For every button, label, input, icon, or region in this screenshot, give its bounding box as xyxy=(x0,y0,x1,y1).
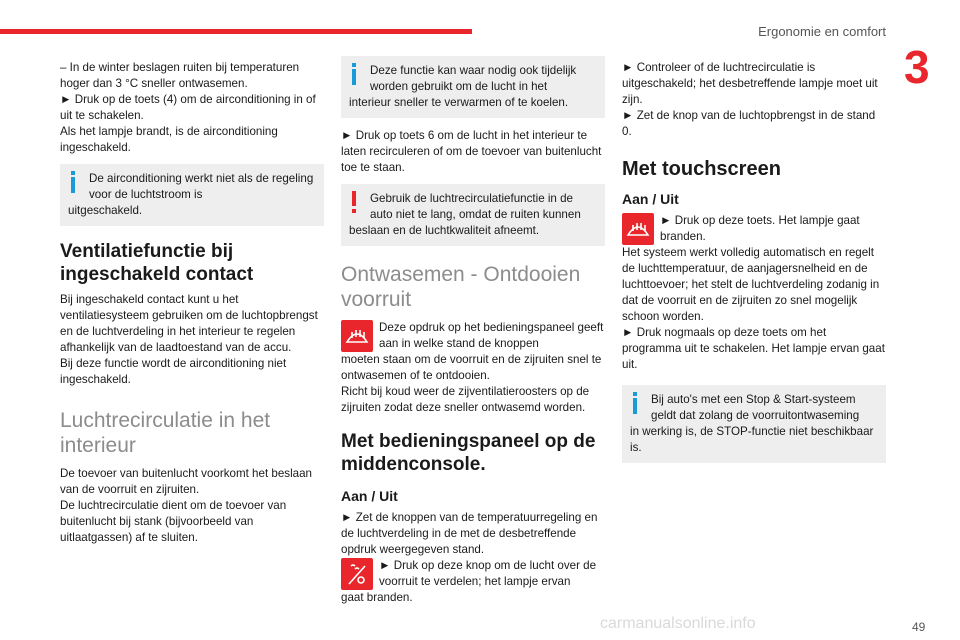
column-3 xyxy=(622,60,886,473)
note-text: uitgeschakeld. xyxy=(68,204,143,217)
heading: Ontwasemen - Ontdooien voorruit xyxy=(341,263,581,311)
info-icon xyxy=(630,392,640,414)
note-text: interieur sneller te verwarmen of te koelen. xyxy=(349,96,569,109)
info-note xyxy=(341,56,605,118)
paragraph: Richt bij koud weer de zijventilatieroosters op de zijruiten zodat deze sneller ontwasemd worden. xyxy=(341,385,590,414)
paragraph: ► Controleer of de luchtrecirculatie is uitgeschakeld; het desbetreffende lampje moet uit zijn. xyxy=(622,61,878,106)
info-icon xyxy=(349,63,359,85)
note-text: beslaan en de luchtkwaliteit afneemt. xyxy=(349,224,540,237)
paragraph: ► Druk op deze knop om de lucht over de voorruit te verdelen; het lampje ervan xyxy=(379,559,597,588)
touch-block xyxy=(622,213,886,245)
subheading: Aan / Uit xyxy=(341,488,398,504)
paragraph: De toevoer van buitenlucht voorkomt het beslaan van de voorruit en zijruiten. xyxy=(60,467,312,496)
section-title: Ergonomie en comfort xyxy=(758,24,886,39)
defrost-block xyxy=(341,320,605,384)
paragraph: – In de winter beslagen ruiten bij temperaturen hoger dan 3 °C sneller ontwasemen. xyxy=(60,61,300,90)
paragraph: Bij deze functie wordt de airconditioning niet ingeschakeld. xyxy=(60,357,287,386)
note-text: Gebruik de luchtrecirculatiefunctie in de auto niet te lang, omdat de ruiten kunnen xyxy=(370,192,581,221)
paragraph: Deze opdruk op het bedieningspaneel geeft aan in welke stand de knoppen xyxy=(379,321,604,350)
paragraph: ► Druk nogmaals op deze toets om het programma uit te schakelen. Het lampje ervan gaat uit. xyxy=(622,326,885,371)
paragraph: ► Zet de knoppen van de temperatuurregeling en de luchtverdeling in de met de desbetreffende opdruk weergegeven stand. xyxy=(341,511,598,556)
info-icon xyxy=(68,171,78,193)
paragraph: gaat branden. xyxy=(341,591,413,604)
column-2 xyxy=(341,60,605,606)
defrost-icon xyxy=(341,320,373,352)
paragraph: De luchtrecirculatie dient om de toevoer van buitenlucht bij stank (bijvoorbeeld van uitlaatgassen) af te sluiten. xyxy=(60,499,287,544)
heading: Luchtrecirculatie in het interieur xyxy=(60,409,271,457)
heading: Met touchscreen xyxy=(622,158,781,180)
accent-bar xyxy=(0,29,472,34)
page-number: 49 xyxy=(912,620,926,634)
paragraph: moeten staan om de voorruit en de zijruiten snel te ontwasemen of te ontdooien. xyxy=(341,353,602,382)
heading: Met bedieningspaneel op de middenconsole. xyxy=(341,431,596,475)
watermark: carmanualsonline.info xyxy=(600,615,756,632)
warning-icon xyxy=(349,191,359,213)
paragraph: Bij ingeschakeld contact kunt u het ventilatiesysteem gebruiken om de luchtopbrengst en de luchtverdeling in het interieur te regelen afhankelijk van de laadtoestand van de accu. xyxy=(60,293,318,354)
chapter-number: 3 xyxy=(904,41,930,93)
note-text: De airconditioning werkt niet als de regeling voor de luchtstroom is xyxy=(89,172,314,201)
warning-note xyxy=(341,184,605,246)
defrost-icon xyxy=(622,213,654,245)
paragraph: Als het lampje brandt, is de airconditioning ingeschakeld. xyxy=(60,125,278,154)
column-1 xyxy=(60,60,324,546)
console-block xyxy=(341,558,605,606)
info-note xyxy=(60,164,324,226)
note-text: in werking is, de STOP-functie niet beschikbaar is. xyxy=(630,425,874,454)
paragraph: Het systeem werkt volledig automatisch en regelt de luchttemperatuur, de aanjagersnelheid en de luchttoevoer; het stelt de luchtverdeling zodanig in dat de voorruit en de zijruiten zo snel mogelijk schoon worden. xyxy=(622,246,880,323)
windscreen-airflow-icon xyxy=(341,558,373,590)
paragraph: ► Druk op deze toets. Het lampje gaat branden. xyxy=(660,214,860,243)
note-text: Deze functie kan waar nodig ook tijdelijk worden gebruikt om de lucht in het xyxy=(370,64,577,93)
note-text: Bij auto's met een Stop & Start-systeem geldt dat zolang de voorruitontwaseming xyxy=(651,393,860,422)
paragraph: ► Zet de knop van de luchtopbrengst in de stand 0. xyxy=(622,109,876,138)
subheading: Aan / Uit xyxy=(622,191,679,207)
info-note xyxy=(622,385,886,463)
paragraph: ► Druk op toets 6 om de lucht in het interieur te laten recirculeren of om de toevoer van buitenlucht toe te staan. xyxy=(341,129,602,174)
heading: Ventilatiefunctie bij ingeschakeld contact xyxy=(60,241,254,285)
paragraph: ► Druk op de toets (4) om de airconditioning in of uit te schakelen. xyxy=(60,93,316,122)
